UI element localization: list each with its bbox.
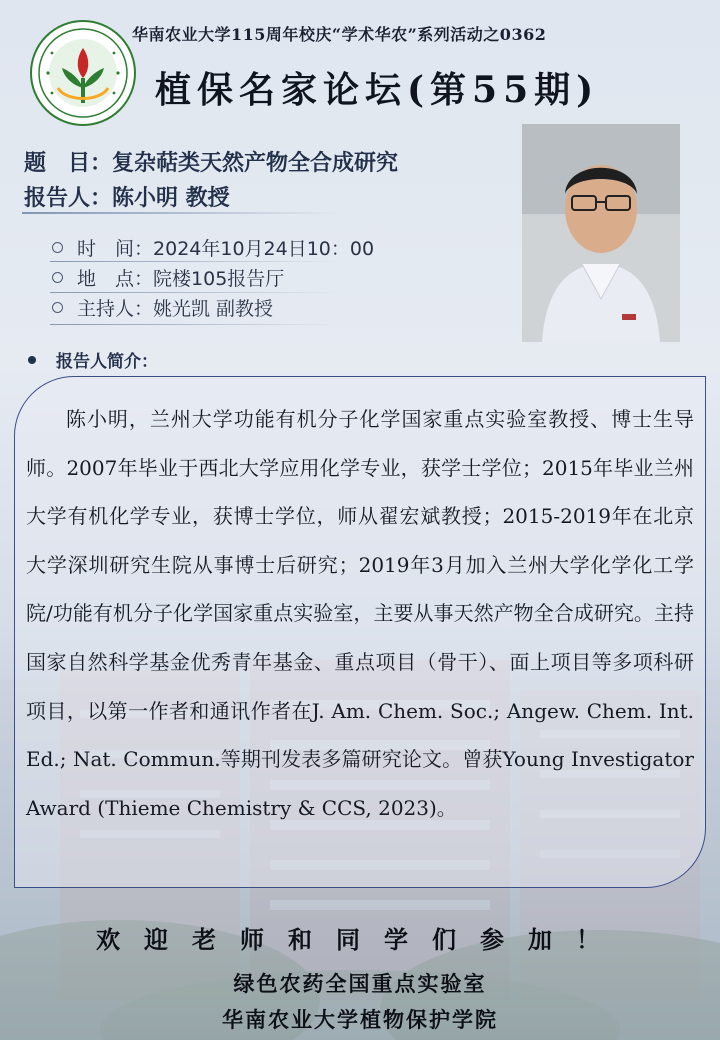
divider (50, 324, 340, 325)
topic-label: 题 目： (24, 151, 113, 176)
circle-bullet-icon (52, 242, 63, 253)
circle-bullet-icon (52, 272, 63, 283)
info-location (52, 262, 374, 292)
organizer-lab: 绿色农药全国重点实验室 (233, 971, 487, 996)
college-of-plant-protection-logo (28, 18, 138, 128)
bio-heading (28, 347, 158, 372)
info-label: 时 间： (77, 237, 154, 260)
info-host (52, 292, 374, 322)
organizer-college: 华南农业大学植物保护学院 (222, 1007, 498, 1032)
event-info-list (52, 232, 374, 322)
divider (50, 261, 340, 262)
info-value: 2024年10月24日10：00 (153, 237, 375, 260)
circle-bullet-icon (52, 302, 63, 313)
topic-value: 复杂萜类天然产物全合成研究 (112, 151, 399, 176)
speaker-row (24, 181, 230, 212)
bio-heading-label: 报告人简介： (56, 352, 158, 372)
welcome-message: 欢迎老师和同学们参加！ (96, 925, 624, 954)
speaker-label: 报告人： (24, 186, 113, 211)
divider (22, 212, 340, 214)
info-label: 地 点： (77, 267, 154, 290)
dot-bullet-icon (28, 356, 36, 364)
talk-topic-row (24, 146, 398, 177)
page-title: 植保名家论坛(第55期) (155, 69, 600, 111)
divider (50, 292, 340, 293)
event-subtitle: 华南农业大学115周年校庆“学术华农”系列活动之0362 (132, 25, 547, 44)
info-value: 院楼105报告厅 (153, 267, 285, 290)
bio-text: 陈小明，兰州大学功能有机分子化学国家重点实验室教授、博士生导师。2007年毕业于西北大学应用化学专业，获学士学位；2015年毕业兰州大学有机化学专业，获博士学位，师从翟宏斌教授；2015-2019年在北京大学深圳研究生院从事博士后研究；2019年3月加入兰州大学化学化工学院/功能有机分子化学国家重点实验室，主要从事天然产物全合成研究。主持国家自然科学基金优秀青年基金、重点项目（骨干）、面上项目等多项科研项目，以第一作者和通讯作者在J. Am. Chem. Soc.; Angew. Chem. Int. Ed.; Nat. Commun.等期刊发表多篇研究论文。曾获Young Investigator Award (Thieme Chemistry & CCS, 2023)。 (26, 407, 694, 820)
info-time (52, 232, 374, 262)
info-label: 主持人： (77, 297, 154, 320)
speaker-photo (522, 124, 680, 342)
info-value: 姚光凯 副教授 (153, 297, 274, 320)
speaker-value: 陈小明 教授 (112, 186, 230, 211)
